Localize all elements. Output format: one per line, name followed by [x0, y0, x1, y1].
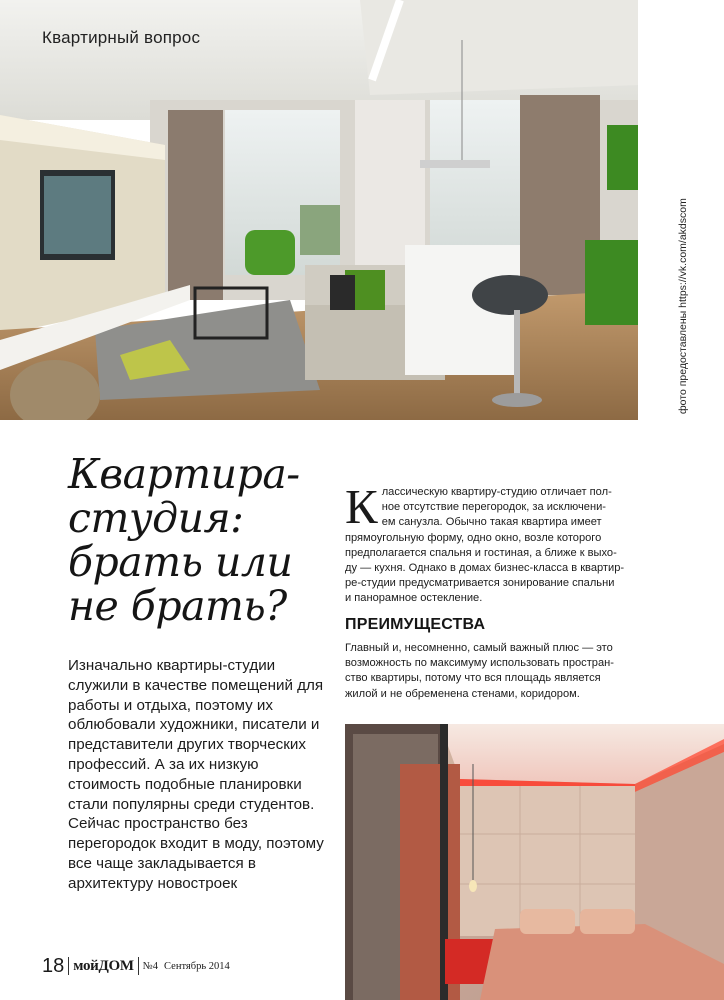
lead-paragraph: Изначально квартиры-студии служили в качестве помещений для работы и отдыха, поэтому их облюбовали художники, писатели и представители других творческих профессий. А за их низкую стоимость подобные планировки стали популярны среди студентов. Сейчас пространство без перегородок входит в моду, поэтому все чаще закладывается в архитектуру новостроек [68, 657, 324, 892]
article-headline [68, 452, 338, 628]
text-line: ство квартиры, потому что вся площадь является [345, 672, 601, 685]
drop-cap: К [345, 479, 378, 534]
headline-line: брать или [68, 538, 293, 586]
text-line: ем санузла. Обычно такая квартира имеет [381, 516, 602, 529]
text-line: ное отсутствие перегородок, за исключени- [381, 501, 606, 514]
advantages-paragraph [345, 641, 645, 702]
text-line: Главный и, несомненно, самый важный плюс — это [345, 642, 613, 654]
headline-line: студия: [68, 494, 244, 542]
text-line: лассическую квартиру-студию отличает пол- [381, 486, 612, 498]
photo-credit: фото предоставлены https://vk.com/akdscom [677, 198, 689, 414]
headline-line: не брать? [68, 582, 287, 630]
section-subheading: ПРЕИМУЩЕСТВА [345, 616, 486, 633]
page-footer [42, 955, 230, 977]
magazine-logo: мойДОМ [73, 957, 134, 974]
studio-living-room-photo [0, 0, 638, 420]
divider [138, 957, 139, 975]
text-line: возможность по максимуму использовать простран- [345, 657, 614, 670]
divider [68, 957, 69, 975]
text-line: ду — кухня. Однако в домах бизнес-класса в квартир- [345, 562, 625, 575]
headline-line: Квартира- [68, 450, 300, 498]
studio-bedroom-photo [345, 724, 724, 1000]
section-label: Квартирный вопрос [42, 28, 201, 47]
text-line: предполагается спальня и гостиная, а ближе к выхо- [345, 546, 617, 559]
text-line: и панорамное остекление. [345, 592, 483, 605]
text-line: жилой и не обременена стенами, коридором. [345, 687, 580, 700]
page-number: 18 [42, 954, 65, 977]
issue-number: №4 [142, 960, 159, 972]
intro-paragraph [345, 479, 645, 607]
issue-date: Сентябрь 2014 [164, 960, 230, 972]
text-line: ре-студии предусматривается зонирование спальни [345, 577, 615, 590]
text-line: прямоугольную форму, одно окно, возле которого [345, 531, 602, 544]
